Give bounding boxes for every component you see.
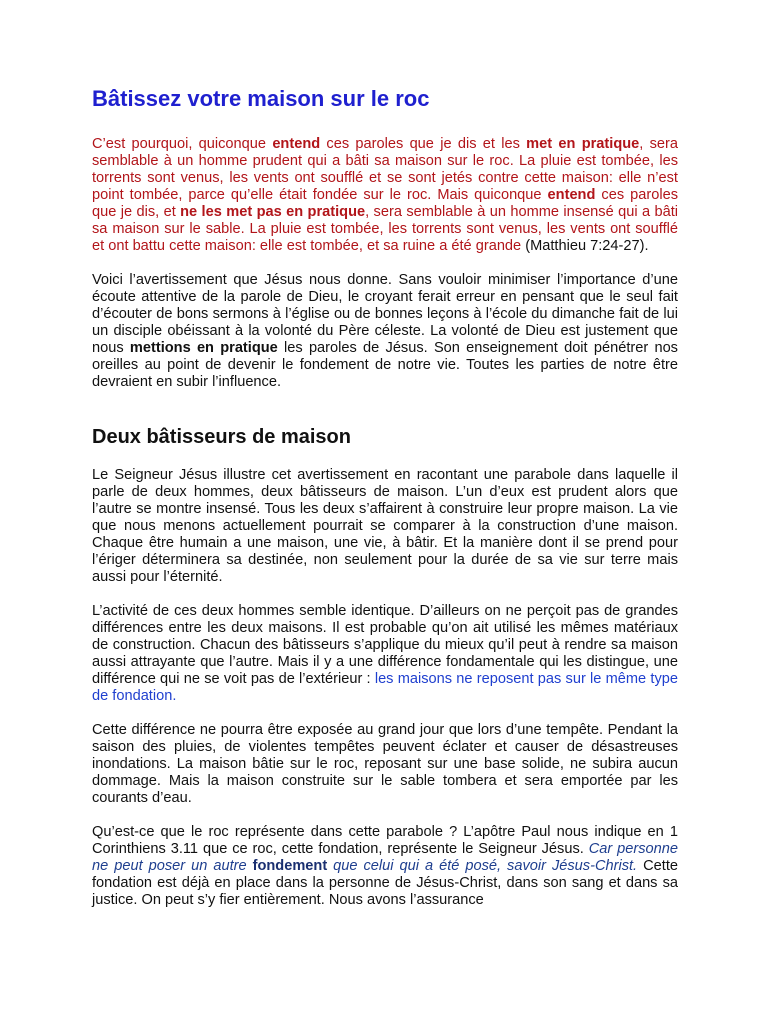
paragraph-tempete: Cette différence ne pourra être exposée au grand jour que lors d’une tempête. Pendant la saison des pluies, de violentes tempêtes peuvent éclater et causer de désastreuses inondations. La maison bâtie sur le roc, reposant sur une base solide, ne subira aucun dommage. Mais la maison construite sur le sable tombera et sera emportée par les courants d’eau. xyxy=(92,722,678,806)
citation-emphasis-fondement: fondement xyxy=(252,858,328,874)
paragraph-activite xyxy=(92,603,678,705)
scripture-citation: Car personne ne peut poser un autre xyxy=(92,841,678,874)
quote-text: ces paroles que je dis et les xyxy=(320,136,527,152)
quote-emphasis-ne-les-met-pas: ne les met pas en pratique xyxy=(180,204,366,220)
quote-text: , sera semblable à un homme prudent qui a bâti sa maison sur le roc. La pluie est tombée, les torrents sont venus, les vents ont soufflé et se sont jetés contre cette maison: elle n’est point tombée, parce qu’elle était fondée sur le roc. Mais quiconque xyxy=(92,136,679,203)
paragraph-text: les paroles de Jésus. Son enseignement doit pénétrer nos oreilles au point de devenir le fondement de notre vie. Toutes les parties de notre être devraient en subir l’influence. xyxy=(92,340,678,390)
paragraph-avertissement xyxy=(92,272,678,391)
emphasis-mettions-en-pratique: mettions en pratique xyxy=(129,340,278,356)
paragraph-text: L’activité de ces deux hommes semble identique. D’ailleurs on ne perçoit pas de grandes différences entre les deux maisons. Il est probable qu’on ait utilisé les mêmes matériaux de construction. Chacun des bâtisseurs s’applique du mieux qu’il peut à rendre sa maison aussi attrayante que l’autre. Mais il y a une différence fondamentale qui les distingue, une différence qui ne se voit pas de l’extérieur : xyxy=(92,603,678,687)
quote-text: C’est pourquoi, quiconque xyxy=(92,136,273,152)
quote-emphasis-met-en-pratique: met en pratique xyxy=(526,136,640,152)
scripture-citation: que celui qui a été posé, savoir Jésus-Christ. xyxy=(327,858,638,874)
document-body xyxy=(92,84,678,909)
quote-reference: (Matthieu 7:24-27). xyxy=(521,238,649,254)
paragraph-text: Cette fondation est déjà en place dans la personne de Jésus-Christ, dans son sang et dans sa justice. On peut s’y fier entièrement. Nous avons l’assurance xyxy=(92,858,678,908)
scripture-quote-paragraph xyxy=(92,136,678,255)
paragraph-parabole: Le Seigneur Jésus illustre cet avertissement en racontant une parabole dans laquelle il parle de deux hommes, deux bâtisseurs de maison. L’un d’eux est prudent alors que l’autre se montre insensé. Tous les deux s’affairent à construire leur propre maison. La vie que nous menons actuellement pourrait se comparer à la construction d’une maison. Chaque être humain a une maison, une vie, à bâtir. Et la manière dont il se prend pour l’ériger déterminera sa destinée, non seulement pour la durée de sa vie sur terre mais aussi pour l’éternité. xyxy=(92,467,678,585)
quote-text: ces paroles que je dis, et xyxy=(92,187,678,220)
paragraph-text: Qu’est-ce que le roc représente dans cette parabole ? L’apôtre Paul nous indique en 1 Corinthiens 3.11 que ce roc, cette fondation, représente le Seigneur Jésus. xyxy=(92,824,678,857)
quote-emphasis-entend: entend xyxy=(547,187,596,203)
paragraph-text: Voici l’avertissement que Jésus nous donne. Sans vouloir minimiser l’importance d’une écoute attentive de la parole de Dieu, le croyant ferait erreur en pensant que le seul fait d’écouter de bons sermons à l’église ou de bonnes leçons à l’école du dimanche fait de lui un disciple obéissant à la volonté du Père céleste. La volonté de Dieu est justement que nous xyxy=(92,272,678,356)
section-heading: Deux bâtisseurs de maison xyxy=(92,426,351,448)
quote-text: , sera semblable à un homme insensé qui a bâti sa maison sur le sable. La pluie est tombée, les torrents sont venus, les vents ont soufflé et ont battu cette maison: elle est tombée, et sa ruine a été grande xyxy=(92,204,678,254)
quote-emphasis-entend: entend xyxy=(272,136,321,152)
page-title: Bâtissez votre maison sur le roc xyxy=(92,86,430,111)
highlight-fondation: les maisons ne reposent pas sur le même type de fondation. xyxy=(92,671,678,704)
paragraph-roc xyxy=(92,824,678,909)
